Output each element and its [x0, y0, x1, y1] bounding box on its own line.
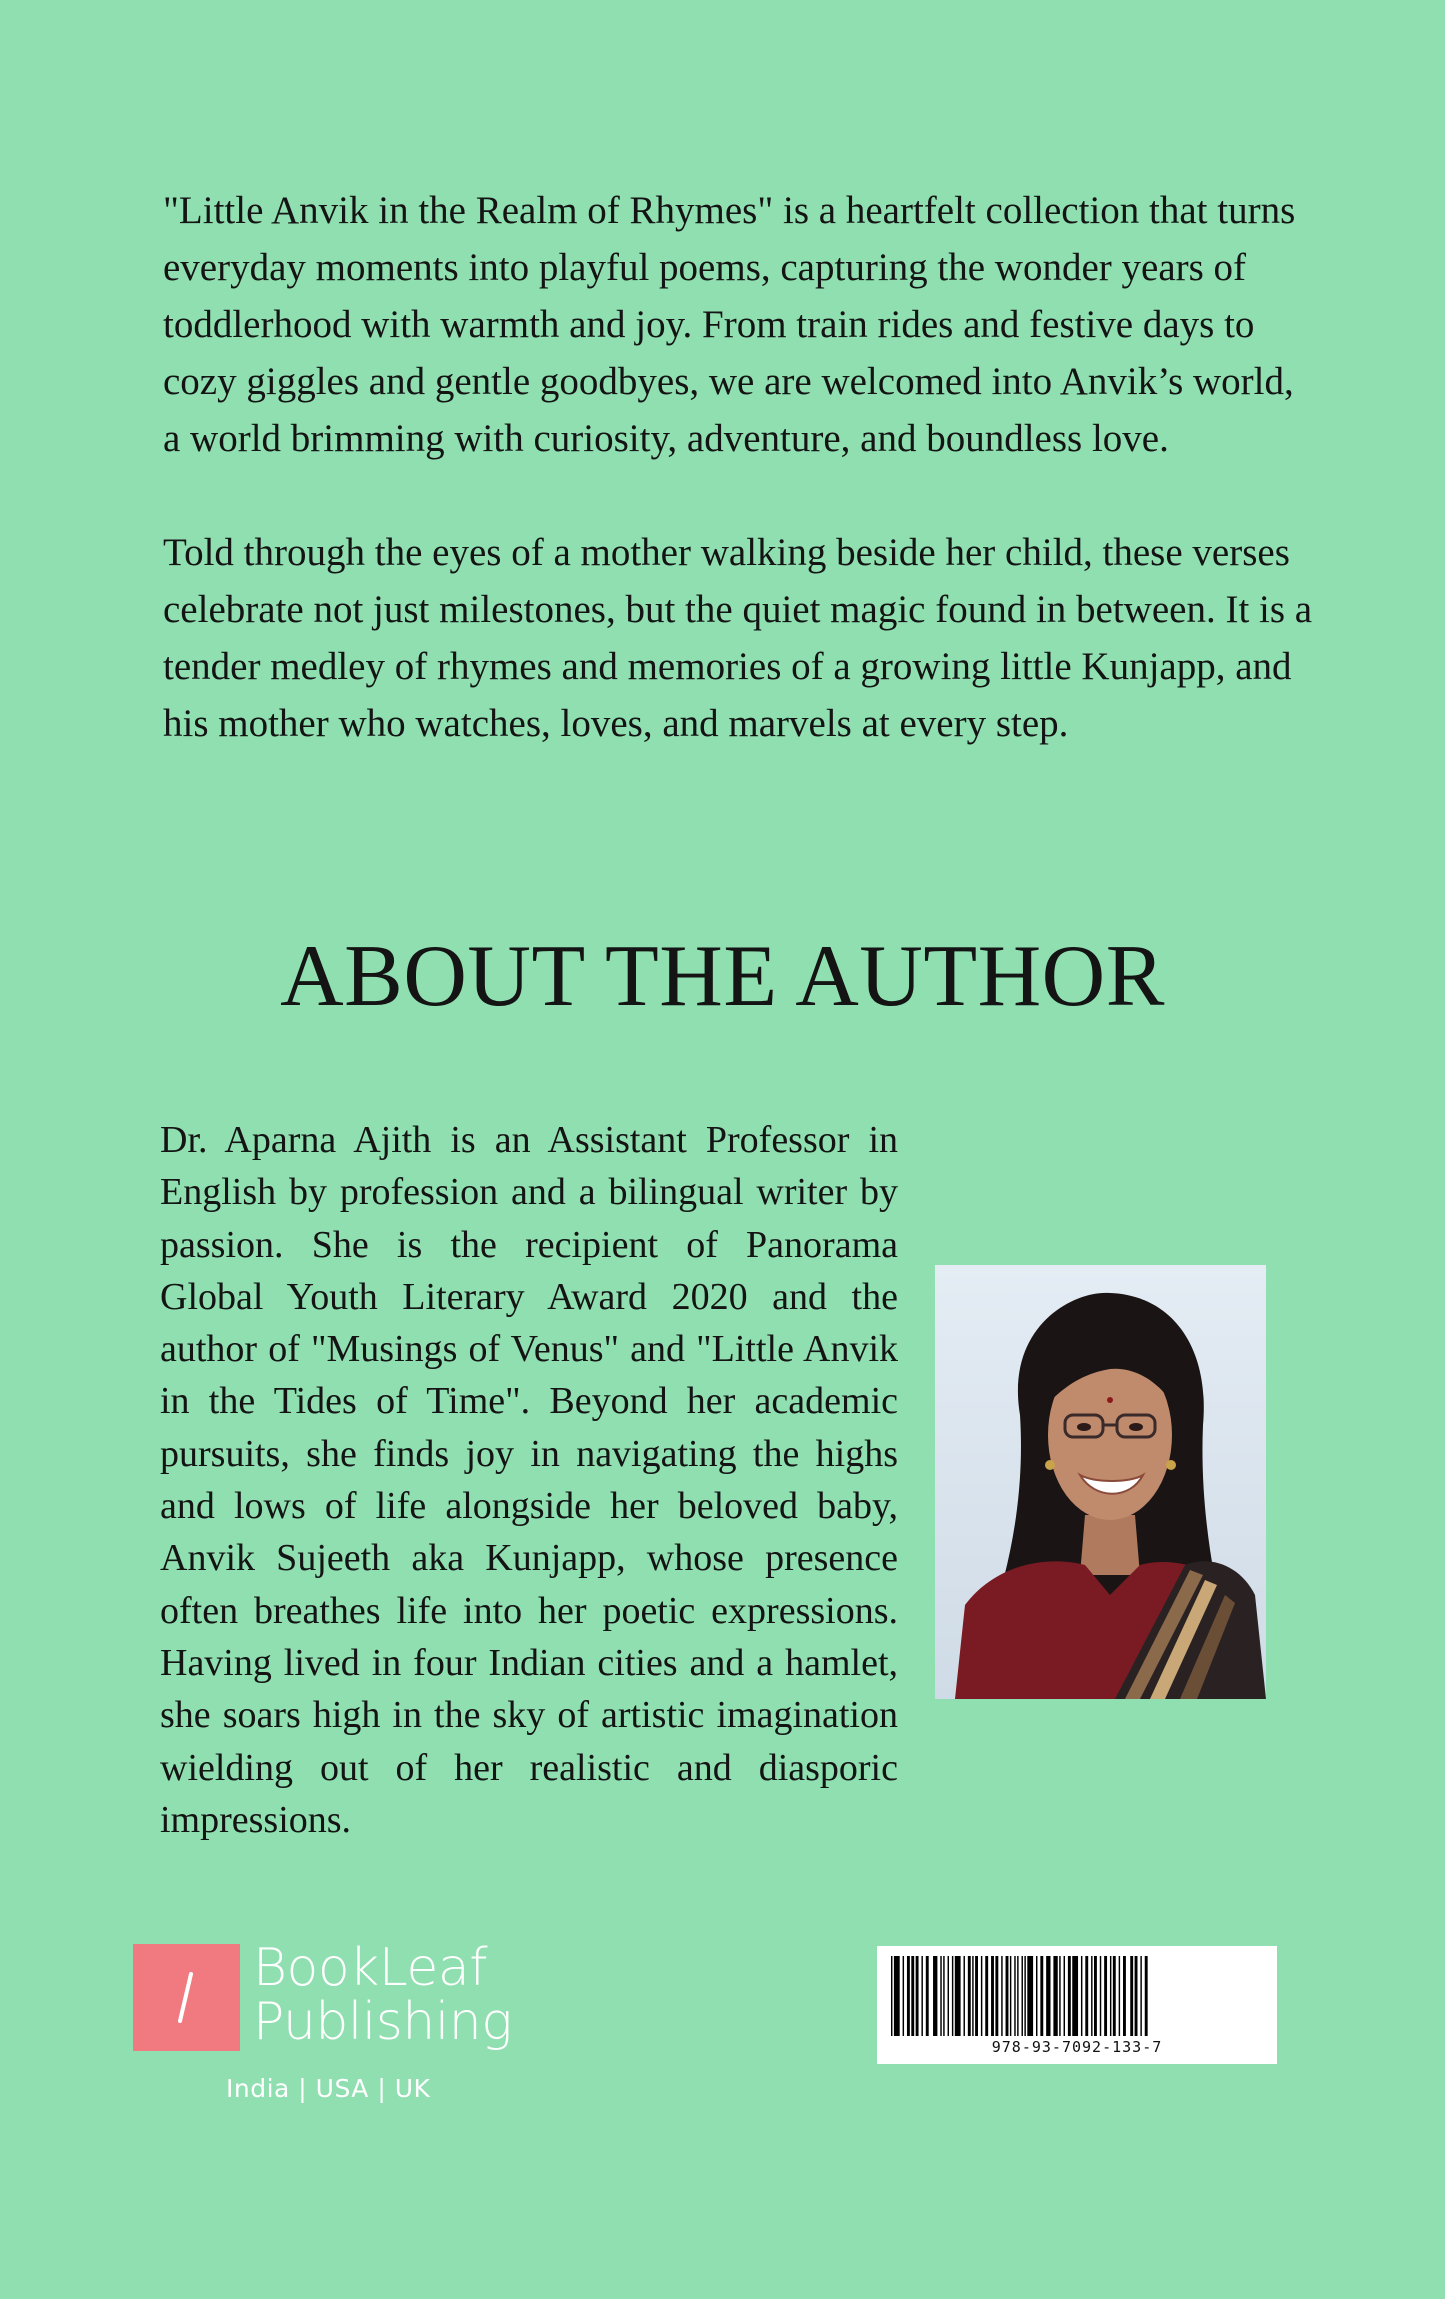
barcode-bar [943, 1956, 944, 2036]
barcode-bar [1119, 1956, 1120, 2036]
barcode-bar [921, 1956, 922, 2036]
author-portrait-image [935, 1265, 1266, 1699]
barcode-bar [1091, 1956, 1092, 2036]
barcode-bar [1135, 1956, 1138, 2036]
barcode-bar [1081, 1956, 1082, 2036]
barcode-bar [894, 1956, 900, 2036]
barcode-bar [1017, 1956, 1018, 2036]
barcode-bar [1006, 1956, 1009, 2036]
bookleaf-slash-icon [133, 1944, 240, 2051]
barcode-bar [991, 1956, 994, 2036]
barcode-bar [975, 1956, 978, 2036]
publisher-logo [133, 1938, 533, 2104]
barcode-bar [972, 1956, 973, 2036]
barcode-bar [1046, 1956, 1050, 2036]
isbn-number: 978-93-7092-133-7 [991, 2038, 1163, 2056]
barcode-bar [952, 1956, 953, 2036]
barcode-bar [1085, 1956, 1088, 2036]
barcode-bar [916, 1956, 919, 2036]
barcode-bar [1040, 1956, 1043, 2036]
barcode-bar [1104, 1956, 1107, 2036]
barcode-bar [1123, 1956, 1126, 2036]
publisher-name-line2: Publishing [253, 1992, 512, 2052]
author-photo [935, 1265, 1266, 1699]
book-blurb [163, 182, 1313, 752]
barcode-bar [1140, 1956, 1141, 2036]
barcode-bar [1145, 1956, 1148, 2036]
about-author-heading: ABOUT THE AUTHOR [280, 928, 1165, 1025]
publisher-regions: India | USA | UK [226, 2074, 431, 2103]
barcode-bar [1072, 1956, 1078, 2036]
barcode-bar [1113, 1956, 1116, 2036]
barcode-bar [1110, 1956, 1111, 2036]
author-bio: Dr. Aparna Ajith is an Assistant Professor in English by profession and a bilingual writer by passion. She is the recipient of Panorama Global Youth Literary Award 2020 and the author of "Musings of Venus" and "Little Anvik in the Tides of Time". Beyond her academic pursuits, she finds joy in navigating the highs and lows of life alongside her beloved baby, Anvik Sujeeth aka Kunjapp, whose presence often breathes life into her poetic expressions. Having lived in four Indian cities and a hamlet, she soars high in the sky of artistic imagination wielding out of her realistic and diasporic impressions. [160, 1119, 898, 1841]
barcode-bar [1036, 1956, 1037, 2036]
barcode-bar [948, 1956, 949, 2036]
barcode-bar [1130, 1956, 1133, 2036]
barcode-bar [1100, 1956, 1101, 2036]
barcode-bar [968, 1956, 971, 2036]
blurb-paragraph-1: "Little Anvik in the Realm of Rhymes" is a heartfelt collection that turns everyday moments into playful poems, capturing the wonder years of toddlerhood with warmth and joy. From train rides and festive days to cozy giggles and gentle goodbyes, we are welcomed into Anvik’s world, a world brimming with curiosity, adventure, and boundless love. [163, 189, 1296, 460]
blurb-paragraph-2: Told through the eyes of a mother walking beside her child, these verses celebrate not just milestones, but the quiet magic found in between. It is a tender medley of rhymes and memories of a growing little Kunjapp, and his mother who watches, loves, and marvels at every step. [163, 531, 1313, 745]
barcode-bar [907, 1956, 910, 2036]
barcode-bar [903, 1956, 904, 2036]
barcode-bar [933, 1956, 937, 2036]
barcode-bar [1024, 1956, 1025, 2036]
barcode-bar [955, 1956, 961, 2036]
barcode-bar [1022, 1956, 1023, 2036]
barcode-bar [1064, 1956, 1065, 2036]
barcode-bar [1027, 1956, 1033, 2036]
barcode-bars [889, 1956, 1265, 2036]
barcode-bar [964, 1956, 965, 2036]
barcode-bar [940, 1956, 941, 2036]
barcode-bar [995, 1956, 998, 2036]
barcode-bar [985, 1956, 988, 2036]
barcode-bar [911, 1956, 914, 2036]
barcode-bar [1001, 1956, 1002, 2036]
isbn-barcode [877, 1946, 1277, 2064]
barcode-bar [1094, 1956, 1097, 2036]
barcode-bar [926, 1956, 929, 2036]
barcode-bar [1053, 1956, 1057, 2036]
barcode-bar [1059, 1956, 1060, 2036]
barcode-bar [981, 1956, 982, 2036]
barcode-bar [1010, 1956, 1011, 2036]
publisher-name-line1: BookLeaf [253, 1938, 488, 1998]
barcode-bar [1014, 1956, 1015, 2036]
barcode-bar [891, 1956, 892, 2036]
barcode-bar [1068, 1956, 1071, 2036]
